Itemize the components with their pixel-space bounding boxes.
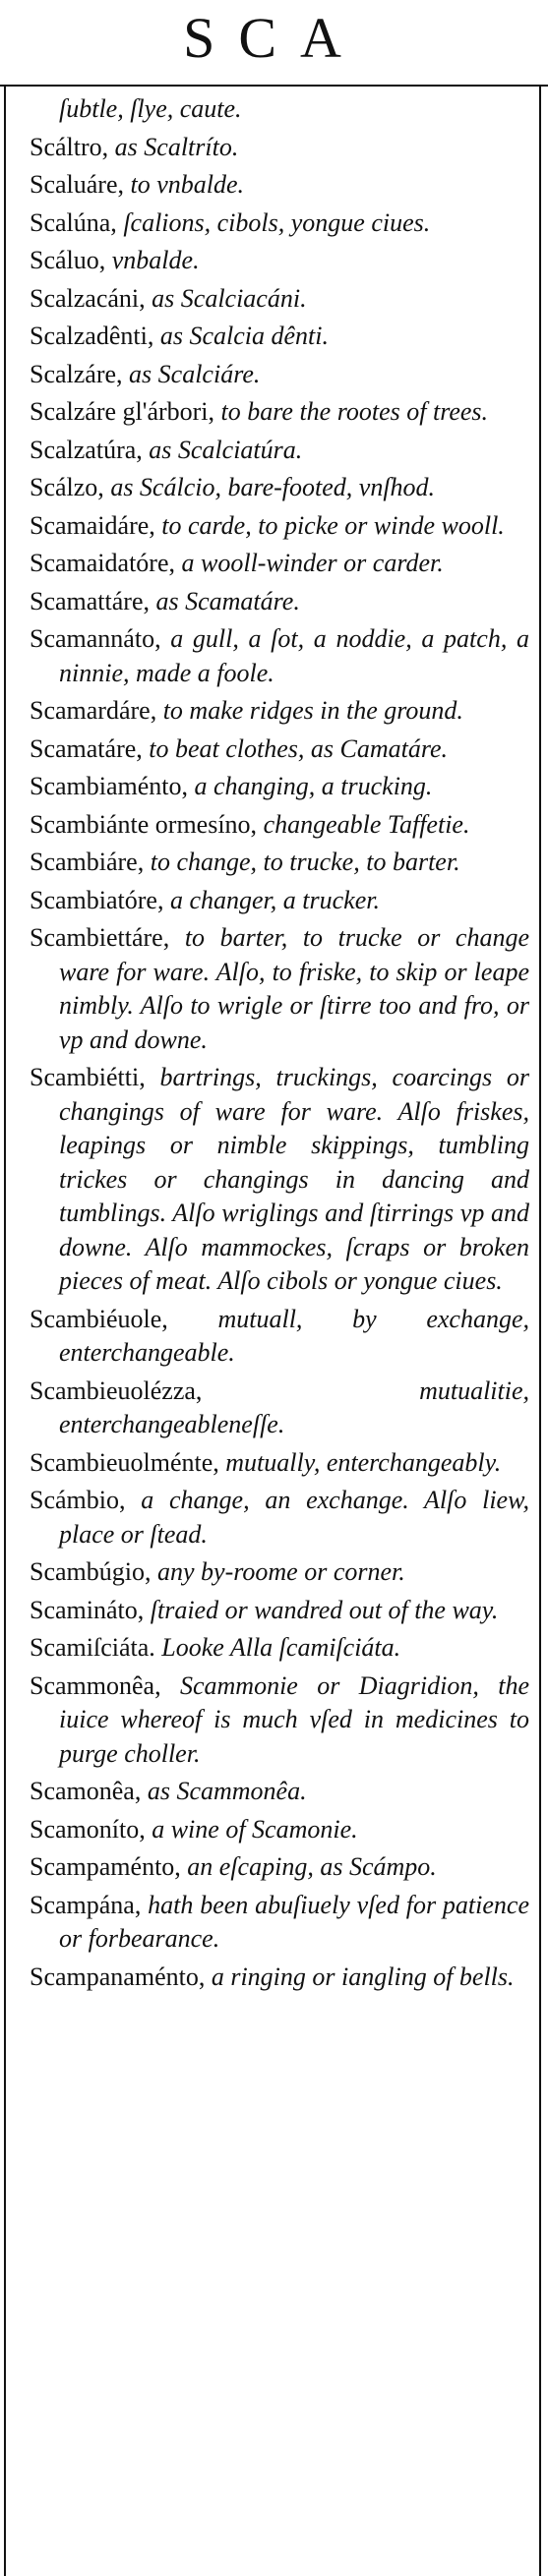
dictionary-entry (30, 921, 529, 1057)
entry-definition: mutualitie, enterchangeableneſſe. (59, 1376, 529, 1438)
dictionary-entry (30, 1669, 529, 1772)
entry-headword: Scambiánte ormesíno, (30, 809, 264, 839)
entry-definition: bartrings, truckings, coarcings or changings of ware for ware. Alſo friskes, leapings or nimble skippings, tumbling trickes or changings in dancing and tumblings. Alſo wriglings and ſtirrings vp and downe. Alſo mammockes, ſcraps or broken pieces of meat. Alſo cibols or yongue ciues. (59, 1063, 530, 1295)
entry-headword: Scalzacáni, (30, 283, 152, 313)
entry-definition: a changer, a trucker. (169, 885, 380, 914)
dictionary-entry (30, 244, 529, 278)
entry-headword: Scambiettáre, (30, 923, 185, 952)
entry-definition: ſubtle, ſlye, caute. (59, 94, 242, 123)
dictionary-entry (30, 1594, 529, 1628)
entry-headword: Scambiéuole, (30, 1304, 218, 1333)
entry-headword: Scamannáto, (30, 624, 171, 653)
dictionary-entry (30, 1631, 529, 1666)
right-column-rule (539, 85, 541, 2576)
entry-definition: ſcalions, cibols, yongue ciues. (123, 207, 431, 237)
entry-definition: to vnbalde. (130, 170, 245, 199)
entry-headword: Scamardáre, (30, 696, 163, 725)
dictionary-entry (30, 434, 529, 468)
entry-definition: Scammonie or Diagridion, the iuice whereof is much vſed in medicines to purge choller. (59, 1670, 529, 1768)
entry-headword: Scalúna, (30, 207, 124, 237)
dictionary-entry (30, 732, 529, 767)
dictionary-entry (30, 1555, 529, 1590)
dictionary-entry (30, 282, 529, 317)
page-header (0, 0, 548, 81)
entry-definition: as Scaltríto. (114, 132, 239, 161)
entry-definition: to beat clothes, as Camatáre. (149, 733, 449, 763)
entry-headword: Scamináto, (30, 1595, 151, 1624)
entry-headword: Scampána, (30, 1890, 149, 1919)
dictionary-entry (30, 1850, 529, 1885)
entry-definition: Looke Alla ſcamiſciáta. (161, 1633, 401, 1662)
entry-headword: Scálzo, (30, 473, 111, 501)
entry-definition: as Scalciáre. (129, 359, 261, 388)
entry-definition: as Scammonêa. (147, 1777, 307, 1805)
dictionary-column (30, 92, 529, 1998)
dictionary-entry (30, 168, 529, 203)
entry-headword: Scamattáre, (30, 586, 156, 615)
entry-definition: ſtraied or wandred out of the way. (150, 1595, 499, 1624)
entry-headword: Scamoníto, (30, 1814, 152, 1844)
dictionary-entry (30, 131, 529, 165)
entry-definition: as Scalciacáni. (152, 283, 307, 313)
entry-headword: Scampanaménto, (30, 1961, 212, 1991)
dictionary-entry (30, 1484, 529, 1551)
left-column-rule (4, 85, 6, 2576)
entry-definition: hath been abuſiuely vſed for patience or forbearance. (59, 1890, 529, 1953)
entry-headword: Scaluáre, (30, 170, 131, 199)
dictionary-entry (30, 358, 529, 392)
entry-definition: as Scamatáre. (155, 586, 300, 615)
entry-headword: Scalzadênti, (30, 322, 160, 350)
dictionary-entry (30, 1775, 529, 1809)
entry-definition: any by-roome or corner. (157, 1557, 405, 1586)
dictionary-entry (30, 1446, 529, 1481)
entry-definition: to carde, to picke or winde wooll. (161, 510, 505, 540)
entry-definition: a changing, a trucking. (194, 772, 433, 800)
dictionary-entry (30, 395, 529, 430)
dictionary-entry (30, 206, 529, 241)
entry-headword: Scáluo, (30, 246, 112, 274)
dictionary-entry (30, 1813, 529, 1847)
entry-headword: Scammonêa, (30, 1670, 180, 1700)
entry-headword: Scalzáre gl'árbori, (30, 397, 221, 426)
dictionary-entry (30, 92, 529, 127)
dictionary-entry (30, 471, 529, 505)
dictionary-entry (30, 808, 529, 843)
entry-headword: Scamonêa, (30, 1777, 148, 1805)
entry-headword: Scambúgio, (30, 1557, 157, 1586)
dictionary-entry (30, 1303, 529, 1371)
entry-headword: Scambiétti, (30, 1063, 160, 1091)
entry-definition: an eſcaping, as Scámpo. (187, 1852, 437, 1881)
entry-definition: mutuall, by exchange, enterchangeable. (59, 1304, 529, 1367)
entry-headword: Scambiatóre, (30, 885, 170, 914)
running-head: SCA (183, 6, 365, 70)
dictionary-entry (30, 1961, 529, 1995)
entry-definition: a change, an exchange. Alſo liew, place or ſtead. (59, 1486, 529, 1549)
dictionary-entry (30, 694, 529, 729)
entry-definition: to change, to trucke, to barter. (150, 848, 460, 876)
dictionary-entry (30, 770, 529, 804)
dictionary-entry (30, 320, 529, 354)
entry-definition: mutually, enterchangeably. (225, 1447, 502, 1477)
dictionary-entry (30, 547, 529, 581)
entry-definition: as Scálcio, bare-footed, vnſhod. (110, 473, 436, 501)
entry-headword: Scambieuolménte, (30, 1447, 226, 1477)
entry-headword: Scambiaménto, (30, 772, 195, 800)
dictionary-entry (30, 509, 529, 544)
entry-definition: vnbalde. (111, 246, 200, 274)
entry-headword: Scampaménto, (30, 1852, 188, 1881)
dictionary-entry (30, 1061, 529, 1299)
entry-headword: Scambieuolézza, (30, 1376, 420, 1405)
entry-definition: a wooll-winder or carder. (181, 549, 444, 577)
entry-headword: Scáltro, (30, 132, 115, 161)
dictionary-entry (30, 1889, 529, 1957)
dictionary-entry (30, 1375, 529, 1442)
entry-headword: Scamaidáre, (30, 510, 162, 540)
entry-definition: a ringing or iangling of bells. (211, 1961, 515, 1991)
entry-definition: a wine of Scamonie. (152, 1814, 358, 1844)
entry-definition: to bare the rootes of trees. (220, 397, 489, 426)
top-rule (0, 85, 548, 87)
entry-headword: Scambiáre, (30, 848, 151, 876)
dictionary-entry (30, 846, 529, 880)
entry-headword: Scamiſciáta. (30, 1633, 162, 1662)
entry-definition: as Scalcia dênti. (159, 322, 329, 350)
entry-definition: changeable Taffetie. (263, 809, 470, 839)
entry-headword: Scalzáre, (30, 359, 130, 388)
dictionary-entry (30, 622, 529, 690)
entry-definition: a gull, a ſot, a noddie, a patch, a ninnie, made a foole. (59, 624, 529, 687)
entry-definition: to make ridges in the ground. (162, 696, 463, 725)
dictionary-entry (30, 884, 529, 918)
dictionary-entry (30, 585, 529, 619)
entry-headword: Scámbio, (30, 1486, 142, 1514)
entry-headword: Scamatáre, (30, 733, 150, 763)
entry-headword: Scalzatúra, (30, 435, 150, 464)
entry-headword: Scamaidatóre, (30, 549, 182, 577)
entry-definition: to barter, to trucke or change ware for ware. Alſo, to friske, to skip or leape nimbly. Alſo to wrigle or ſtirre too and fro, or vp and downe. (59, 923, 529, 1054)
entry-definition: as Scalciatúra. (149, 435, 303, 464)
